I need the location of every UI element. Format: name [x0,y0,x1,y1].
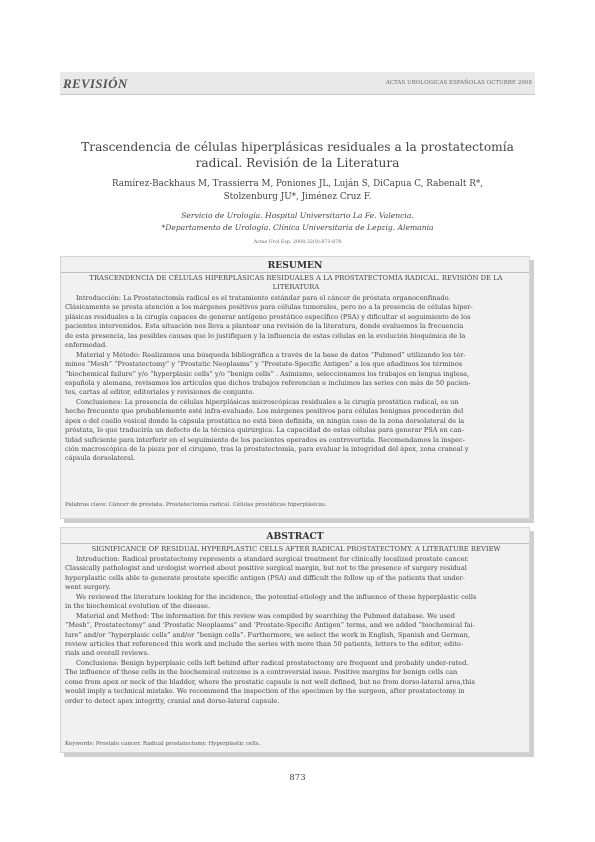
citation: Actas Urol Esp. 2008;32(9):873-878 [253,240,342,245]
abstract-body [65,555,527,706]
paragraph-line: Introduction: Radical prostatectomy represents a standard surgical treatment for clinically localized prostate cancer. [76,555,469,563]
paragraph-line: hyperplastic cells able to generate prostate specific antigen (PSA) and difficult the follow up of the patients that under- [65,573,465,582]
affiliations [60,210,535,233]
paragraph-line: enfermedad. [65,341,108,350]
paragraph-line: Material y Método: Realizamos una búsqueda bibliográfica a través de la base de datos “Pubmed” utilizando los tér- [76,350,466,359]
divider [61,272,529,273]
page-number: 873 [289,773,306,783]
paragraph-line: ción macroscópica de la pieza por el cirujano, tras la prostatectomía, para evaluar la integridad del ápex, zona craneal y [65,445,469,453]
paragraph-line: went surgery. [65,583,111,592]
paragraph-line: We reviewed the literature looking for the incidence, the potential etiology and the influence of these hyperplastic cells [76,592,477,601]
resumen-heading: RESUMEN [267,260,323,271]
paragraph-line: ápex o del cuello vesical donde la cápsula prostática no está bien definida, en ningún caso de la zona dorsolateral de la [65,416,465,425]
divider [61,543,529,544]
paragraph-line: Classically pathologist and urologist worried about positive surgical margin, but not to the presence of surgery residual [65,564,467,573]
paragraph-line: minos “Mesh” “Prostatectomy” y “Prostatic Neoplasms” y “Prostate-Specific Antigen” a los que añadimos los términos [65,360,463,369]
paragraph-line: Material and Method: The information for this review was compiled by searching the Pubmed database. We used [76,611,455,620]
paragraph-line: review articles that referenced this work and include the series with more than 50 patients, letters to the editor, edito- [65,639,464,648]
paragraph-line: lure” and/or “hyperplasic cells” and/or “benign cells”. Furthermore, we select the work in English, Spanish and German, [65,630,470,639]
abstract-heading: ABSTRACT [266,531,324,542]
subtitle-line: TRASCENDENCIA DE CÉLULAS HIPERPLÁSICAS RESIDUALES A LA PROSTATECTOMÍA RADICAL. REVISIÓN DE LA [89,274,503,282]
paragraph-line: “biochemical failure” y/o “hyperplasic cells” y/o “benign cells” . Asimismo, seleccionamos los trabajos en lengua inglesa, [65,369,470,378]
subtitle-line: LITERATURA [272,283,320,292]
paragraph-line: order to detect apex integrity, cranial and dorso-lateral capsule. [65,696,280,705]
paragraph-line: would imply a technical mistake. We recommend the inspection of the specimen by the surgeon, after prostatectomy in [65,687,465,696]
paragraph-line: Introducción: La Prostatectomía radical es el tratamiento estándar para el cáncer de próstata organoconfinado. [76,294,451,302]
affiliation-line: Servicio de Urología. Hospital Universitario La Fe. Valencia. [181,211,414,220]
paragraph-line: tes, cartas al editor, editoriales y revisiones de conjunto. [65,388,255,397]
author-list [60,178,535,204]
paragraph-line: de esta presencia, las posibles causas que lo justifiquen y la influencia de estas células en la evolución bioquímica de la [65,331,466,340]
resumen-subtitle [65,274,527,292]
paragraph-line: in the biochemical evolution of the disease. [65,602,211,611]
affiliation-line: *Departamento de Urología. Clínica Universitaria de Lepzig. Alemania [161,222,434,232]
author-line: Stolzenburg JU*, Jiménez Cruz F. [223,192,372,202]
paragraph-line: rials and overall reviews. [65,649,150,658]
paragraph-line: cápsula dorsolateral. [65,454,136,463]
paragraph-line: pacientes intervenidos. Esta situación nos lleva a plantear una revisión de la literatura, donde evaluemos la frecuencia [65,322,464,331]
title-line: radical. Revisión de la Literatura [195,156,400,170]
paragraph-line: “Mesh”, Prostatectomy” and ‘Prostatic Neoplasms” and ‘Prostate-Specific Antigen” terms, and we added “biochemical fai- [65,621,475,630]
paragraph-line: Clásicamente se presta atención a los márgenes positivos para células tumorales, pero no a la presencia de células hiper- [65,303,473,312]
paragraph-line: próstata, lo que traduciría un defecto de la técnica quirúrgica. La capacidad de estas células para generar PSA en can- [65,426,464,435]
article-title [60,139,535,171]
paragraph-line: tidad suficiente para interferir en el seguimiento de los pacientes operados es controvertida. Recomendamos la inspec- [65,435,465,444]
journal-name: ACTAS UROLÓGICAS ESPAÑOLAS OCTUBRE 2008 [385,80,532,86]
paragraph-line: Conclusions: Benign hyperplasic cells left behind after radical prostatectomy are frequent and probably under-rated. [76,658,469,667]
paragraph-line: The influence of those cells in the biochemical outcome is a controversial issue. Positive margins for benign cells can [65,668,458,677]
author-line: Ramírez-Backhaus M, Trassierra M, Poniones JL, Luján S, DiCapua C, Rabenalt R*, [111,179,484,189]
paragraph-line: come from apex or neck of the bladder, where the prostatic capsule is not well defined, but no from dorso-lateral area,this [65,677,475,686]
resumen-body [65,294,527,464]
paragraph-line: hecho frecuente que probablemente esté infra-evaluado. Los márgenes positivos para células benignas procederán del [65,407,464,416]
paragraph-line: española y alemana, revisamos los artículos que dichos trabajos referencian e incluimos las series con más de 50 pacien- [65,378,471,387]
resumen-box [60,256,530,519]
resumen-keywords: Palabras clave: Cáncer de próstata. Prostatectomía radical. Células prostáticas hiperplásicas. [65,502,327,508]
abstract-box [60,527,530,753]
paragraph-line: Conclusiones: La presencia de células hiperplásicas microscópicas residuales a la cirugía prostática radical, es un [76,397,459,406]
abstract-subtitle [65,545,527,554]
subtitle-line: SIGNIFICANCE OF RESIDUAL HYPERPLASTIC CELLS AFTER RADICAL PROSTATECTOMY. A LITERATURE REVIEW [91,545,501,553]
section-label: REVISIÓN [63,76,128,91]
title-line: Trascendencia de células hiperplásicas residuales a la prostatectomía [81,140,514,154]
paragraph-line: plásicas residuales a la cirugía capaces de generar antígeno prostático específico (PSA) y dificultar el seguimiento de los [65,312,471,321]
abstract-keywords: Keywords: Prostate cancer. Radical prostatectomy. Hyperplastic cells. [65,741,261,747]
